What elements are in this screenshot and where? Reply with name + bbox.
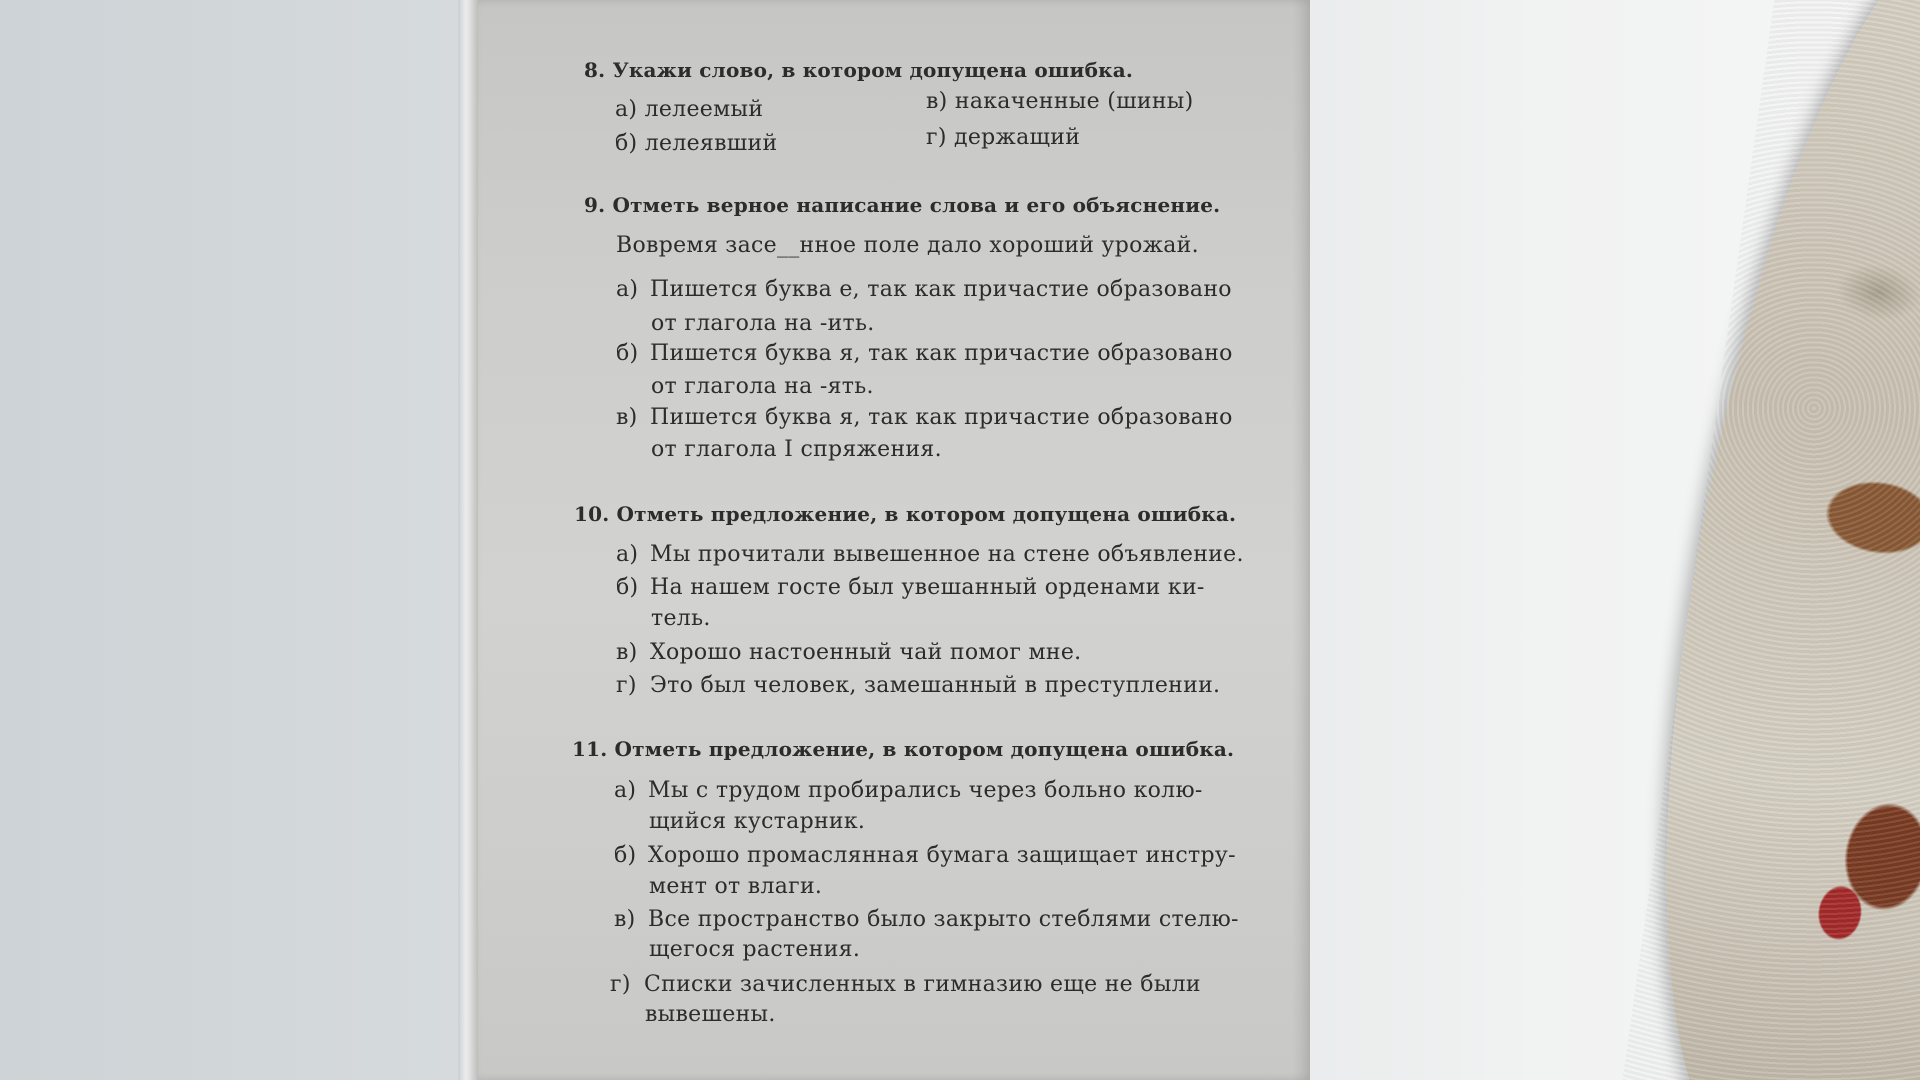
blanket-texture bbox=[1620, 0, 1920, 1080]
blanket-fabric bbox=[1620, 0, 1920, 1080]
option-text: Хорошо настоенный чай помог мне. bbox=[650, 640, 1082, 665]
option-letter: а) bbox=[616, 277, 639, 302]
task-9-option-v-line1 bbox=[616, 405, 1233, 430]
option-text: Хорошо промаслянная бумага защищает инстру- bbox=[648, 843, 1236, 868]
task-10-option-v bbox=[616, 640, 1081, 665]
option-letter: в) bbox=[616, 640, 638, 665]
option-text: Все пространство было закрыто стеблями стелю- bbox=[648, 907, 1239, 932]
option-letter: а) bbox=[614, 778, 637, 803]
task-11-option-v-line1 bbox=[614, 907, 1239, 932]
task-8-option-b: б) лелеявший bbox=[615, 131, 778, 156]
task-9-option-a-line2: от глагола на -ить. bbox=[651, 311, 875, 336]
task-11-title: 11. Отметь предложение, в котором допущена ошибка. bbox=[572, 737, 1235, 761]
task-8-title: 8. Укажи слово, в котором допущена ошибка. bbox=[584, 58, 1134, 82]
option-text: Пишется буква я, так как причастие образовано bbox=[650, 405, 1233, 430]
page-fold bbox=[1292, 0, 1310, 1080]
task-9-prompt: Вовремя засе__нное поле дало хороший урожай. bbox=[616, 233, 1199, 258]
task-11-option-b-line1 bbox=[614, 843, 1236, 868]
task-10-option-a bbox=[616, 542, 1244, 567]
task-9-option-a-line1 bbox=[616, 277, 1232, 302]
option-text: Мы с трудом пробирались через больно колю- bbox=[648, 778, 1203, 803]
option-letter: в) bbox=[614, 907, 636, 932]
fuzzy-blanket bbox=[1620, 0, 1920, 1080]
task-9-title: 9. Отметь верное написание слова и его объяснение. bbox=[584, 193, 1221, 217]
task-10-option-b-line1 bbox=[616, 575, 1205, 600]
task-8-option-g: г) держащий bbox=[926, 125, 1081, 150]
option-text: На нашем госте был увешанный орденами ки- bbox=[650, 575, 1205, 600]
option-text: Пишется буква е, так как причастие образовано bbox=[650, 277, 1232, 302]
task-11-option-b-line2: мент от влаги. bbox=[649, 874, 823, 899]
task-11-option-a-line1 bbox=[614, 778, 1203, 803]
workbook-page bbox=[468, 0, 1310, 1080]
option-letter: в) bbox=[616, 405, 638, 430]
option-text: Мы прочитали вывешенное на стене объявление. bbox=[650, 542, 1244, 567]
task-9-option-b-line2: от глагола на -ять. bbox=[651, 374, 874, 399]
task-11-option-g-line1 bbox=[610, 972, 1201, 997]
task-8-option-v: в) накаченные (шины) bbox=[926, 89, 1194, 114]
task-8-option-a: а) лелеемый bbox=[615, 97, 764, 122]
page-edge bbox=[468, 0, 478, 1080]
option-letter: б) bbox=[616, 341, 639, 366]
option-text: Пишется буква я, так как причастие образовано bbox=[650, 341, 1233, 366]
task-11-option-v-line2: щегося растения. bbox=[649, 937, 861, 962]
option-text: Списки зачисленных в гимназию еще не были bbox=[644, 972, 1201, 997]
task-9-option-v-line2: от глагола I спряжения. bbox=[651, 437, 942, 462]
option-text: Это был человек, замешанный в преступлении. bbox=[650, 673, 1221, 698]
option-letter: г) bbox=[616, 673, 637, 698]
task-11-option-a-line2: щийся кустарник. bbox=[649, 809, 866, 834]
task-10-option-b-line2: тель. bbox=[651, 606, 711, 631]
task-10-title: 10. Отметь предложение, в котором допущена ошибка. bbox=[574, 502, 1237, 526]
task-11-option-g-line2: вывешены. bbox=[645, 1002, 776, 1027]
option-letter: г) bbox=[610, 972, 631, 997]
option-letter: б) bbox=[614, 843, 637, 868]
option-letter: б) bbox=[616, 575, 639, 600]
task-10-option-g bbox=[616, 673, 1220, 698]
option-letter: а) bbox=[616, 542, 639, 567]
task-9-option-b-line1 bbox=[616, 341, 1233, 366]
